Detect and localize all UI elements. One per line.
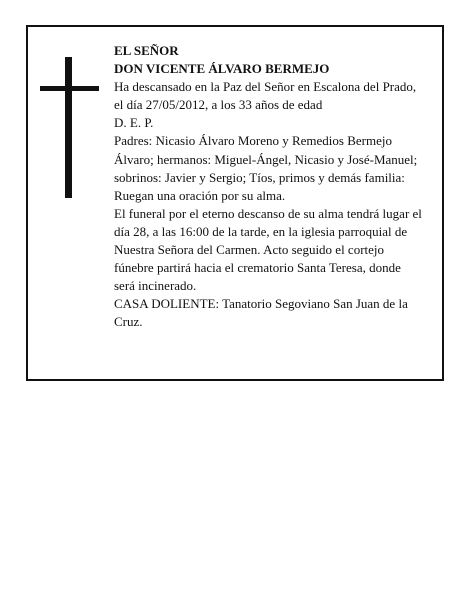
rip-text: D. E. P. [114,115,154,131]
funeral-info: El funeral por el eterno descanso de su alma tendrá lugar el día 28, a las 16:00 de la tarde, en la iglesia parroquial de Nuestra Señora del Carmen. Acto seguido el cortejo fúnebre partirá hacia el crematorio Santa Teresa, donde será incinerado. [114,205,422,294]
prayer-request: Ruegan una oración por su alma. [114,187,286,203]
cross-horizontal-bar [40,86,99,91]
death-info: Ha descansado en la Paz del Señor en Escalona del Prado, el día 27/05/2012, a los 33 años de edad [114,79,417,113]
obituary-text [114,42,424,332]
family-list: Padres: Nicasio Álvaro Moreno y Remedios Bermejo Álvaro; hermanos: Miguel-Ángel, Nicasio y José-Manuel; sobrinos: Javier y Sergio; Tíos, primos y demás familia: [114,133,418,185]
heading-title: EL SEÑOR [114,43,179,58]
obituary-notice [26,25,444,381]
cross-vertical-bar [65,57,72,198]
deceased-name: DON VICENTE ÁLVARO BERMEJO [114,61,330,77]
casa-doliente: CASA DOLIENTE: Tanatorio Segoviano San Juan de la Cruz. [114,296,408,330]
